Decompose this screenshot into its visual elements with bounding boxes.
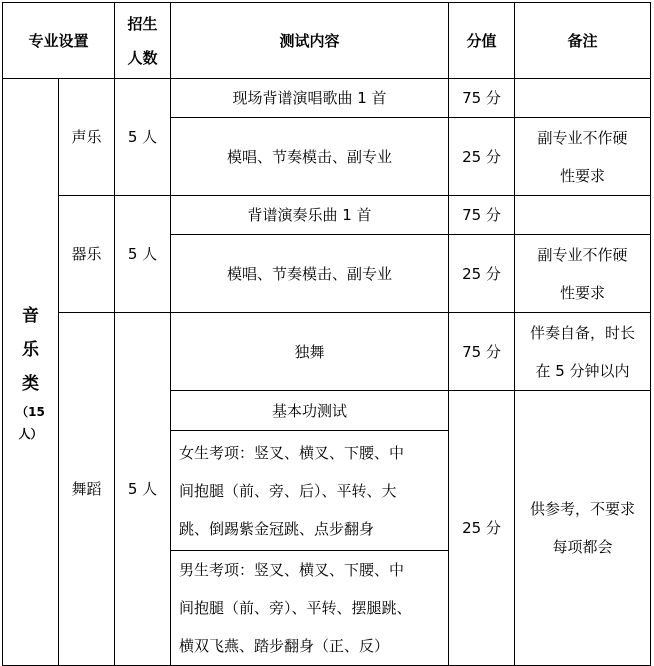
instrument-remark2-line2: 性要求 — [560, 283, 606, 302]
dance-male-line1: 男生考项：竖叉、横叉、下腰、中 — [179, 561, 405, 579]
instrument-remark2-line1: 副专业不作硬 — [537, 245, 628, 264]
category-char-1: 音 — [22, 306, 39, 326]
dance-remark1-line1: 伴奏自备，时长 — [530, 323, 636, 342]
dance-remark1 — [515, 313, 651, 391]
dance-remark2-line2: 每项都会 — [552, 538, 613, 556]
major-vocal: 声乐 — [59, 79, 115, 196]
category-count-line2: 人） — [18, 427, 43, 441]
vocal-remark2-line2: 性要求 — [560, 166, 606, 185]
instrument-item2: 模唱、节奏模击、副专业 — [171, 235, 449, 313]
quota-vocal: 5 人 — [115, 79, 171, 196]
category-char-2: 乐 — [22, 340, 39, 360]
header-quota-line1: 招生 — [127, 14, 158, 33]
header-score: 分值 — [449, 3, 515, 79]
instrument-item1: 背谱演奏乐曲 1 首 — [171, 196, 449, 235]
instrument-remark1 — [515, 196, 651, 235]
dance-male-line3: 横双飞燕、踏步翻身（正、反） — [179, 637, 390, 655]
dance-female-line1: 女生考项：竖叉、横叉、下腰、中 — [179, 443, 405, 462]
dance-remark1-line2: 在 5 分钟以内 — [535, 361, 630, 380]
vocal-item1: 现场背谱演唱歌曲 1 首 — [171, 79, 449, 118]
major-dance: 舞蹈 — [59, 313, 115, 666]
header-content: 测试内容 — [171, 3, 449, 79]
dance-female-line3: 跳、倒踢紫金冠跳、点步翻身 — [179, 519, 375, 538]
category-char-3: 类 — [22, 374, 39, 394]
dance-item2-title: 基本功测试 — [171, 391, 449, 431]
dance-remark2 — [515, 391, 651, 666]
header-quota — [115, 3, 171, 79]
instrument-score1: 75 分 — [449, 196, 515, 235]
dance-remark2-line1: 供参考，不要求 — [530, 500, 636, 518]
instrument-score2: 25 分 — [449, 235, 515, 313]
dance-male-items — [171, 551, 449, 666]
dance-score2: 25 分 — [449, 391, 515, 666]
vocal-remark1 — [515, 79, 651, 118]
quota-dance: 5 人 — [115, 313, 171, 666]
dance-score1: 75 分 — [449, 313, 515, 391]
vocal-remark2 — [515, 118, 651, 196]
header-major: 专业设置 — [3, 3, 115, 79]
vocal-score2: 25 分 — [449, 118, 515, 196]
category-count-line1: （15 — [16, 405, 45, 419]
dance-female-items — [171, 431, 449, 551]
vocal-item2: 模唱、节奏模击、副专业 — [171, 118, 449, 196]
dance-female-line2: 间抱腿（前、旁、后）、平转、大 — [179, 481, 397, 500]
vocal-remark2-line1: 副专业不作硬 — [537, 128, 628, 147]
category-music — [3, 79, 59, 666]
instrument-remark2 — [515, 235, 651, 313]
vocal-score1: 75 分 — [449, 79, 515, 118]
admission-test-table — [2, 2, 651, 666]
header-quota-line2: 人数 — [127, 48, 158, 67]
dance-item1: 独舞 — [171, 313, 449, 391]
quota-instrument: 5 人 — [115, 196, 171, 313]
dance-male-line2: 间抱腿（前、旁）、平转、摆腿跳、 — [179, 599, 412, 617]
header-remark: 备注 — [515, 3, 651, 79]
major-instrument: 器乐 — [59, 196, 115, 313]
